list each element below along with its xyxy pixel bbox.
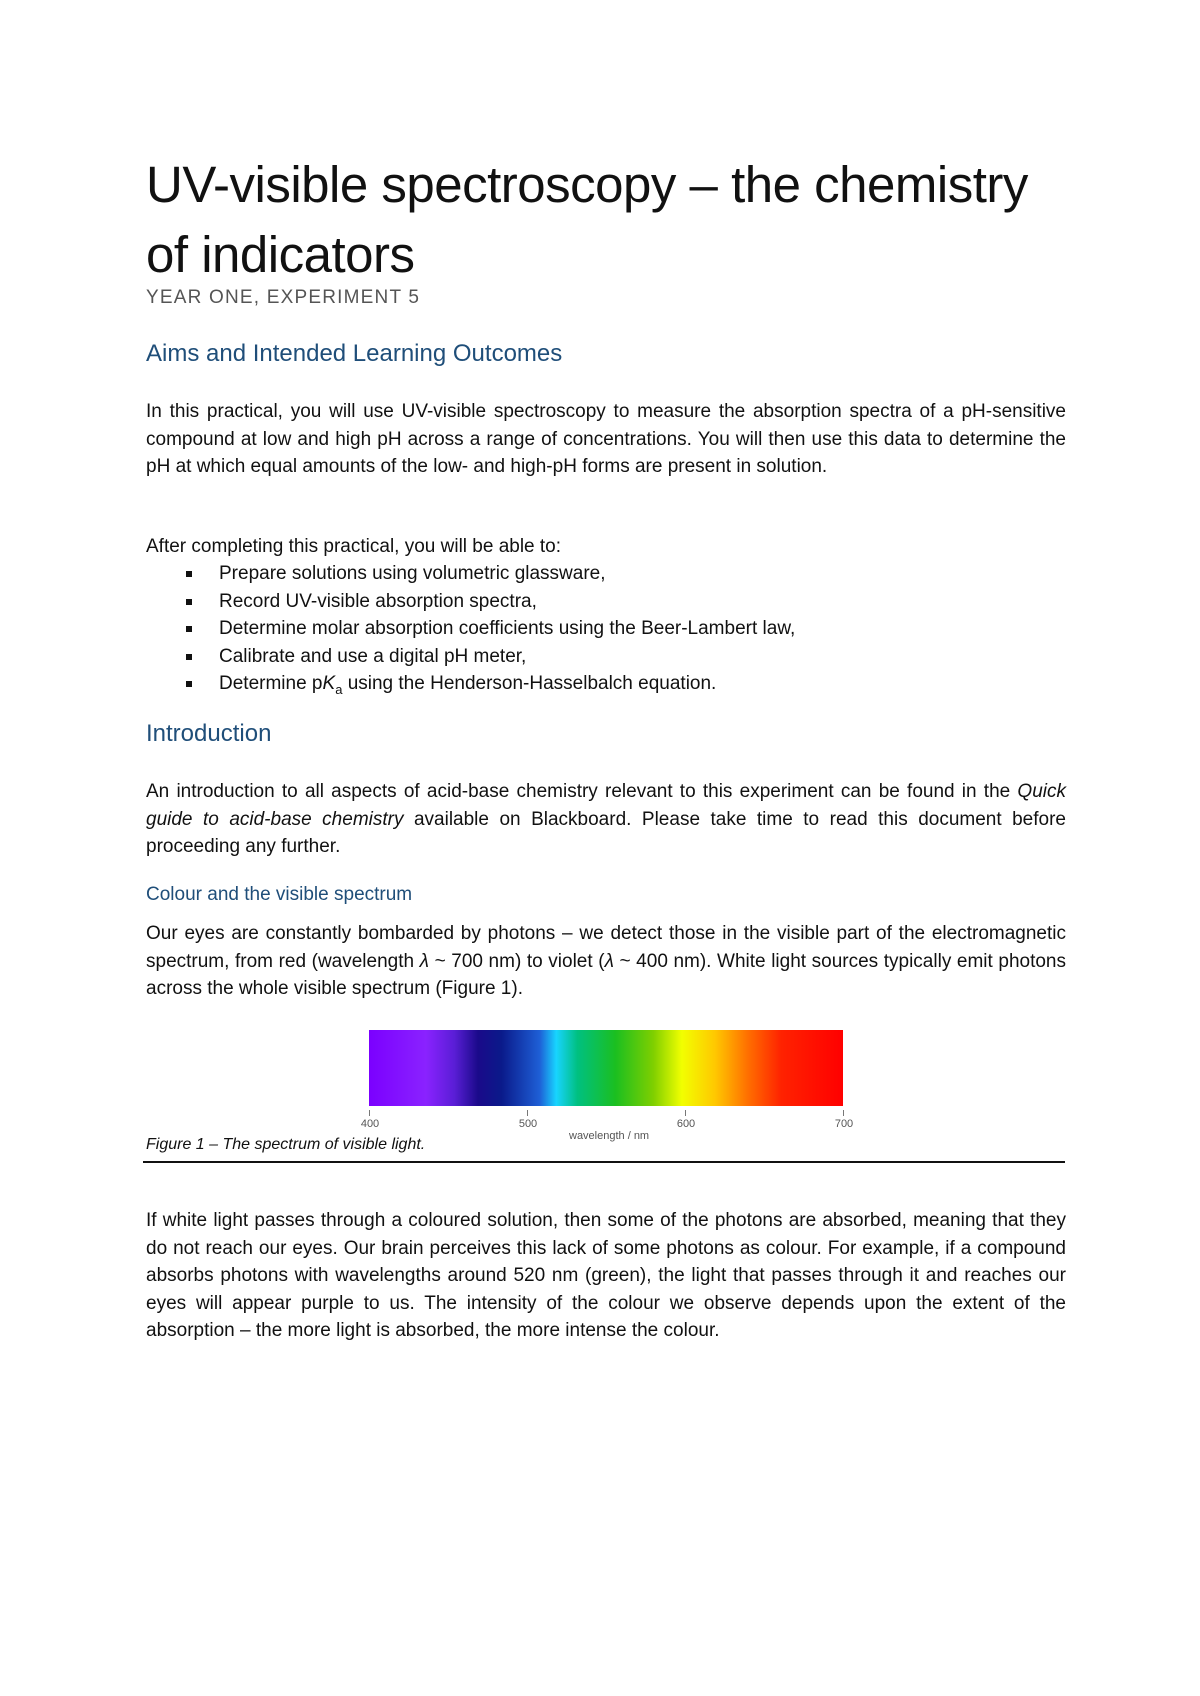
axis-tick — [527, 1110, 528, 1116]
bullet-square-icon — [186, 626, 192, 632]
colour-paragraph-1: Our eyes are constantly bombarded by photons – we detect those in the visible part of the electromagnetic spectrum, from red (wavelength λ ~ 700 nm) to violet (λ ~ 400 nm). White light sources typically emit photons across the whole visible spectrum (Figure 1). — [146, 923, 1066, 999]
list-item: Determine molar absorption coefficients using the Beer-Lambert law, — [146, 615, 795, 643]
tick-label-500: 500 — [518, 1118, 538, 1130]
colour-section-heading: Colour and the visible spectrum — [146, 884, 413, 905]
axis-label: wavelength / nm — [569, 1130, 650, 1142]
colour-paragraph-2: If white light passes through a coloured solution, then some of the photons are absorbed, meaning that they do not reach our eyes. Our brain perceives this lack of some photons as colour. For example, if a compound absorbs photons with wavelengths around 520 nm (green), the light that passes through it and reaches our eyes will appear purple to us. The intensity of the colour we observe depends upon the extent of the absorption – the more light is absorbed, the more intense the colour. — [146, 1210, 1066, 1341]
axis-tick — [685, 1110, 686, 1116]
list-item: Prepare solutions using volumetric glassware, — [146, 560, 795, 588]
list-item: Record UV-visible absorption spectra, — [146, 588, 795, 616]
document-title: UV-visible spectroscopy – the chemistry of indicators — [146, 156, 1028, 283]
spectrum-gradient-bar — [369, 1030, 843, 1106]
tick-label-600: 600 — [676, 1118, 696, 1130]
introduction-paragraph: An introduction to all aspects of acid-base chemistry relevant to this experiment can be found in the Quick guide to acid-base chemistry available on Blackboard. Please take time to read this document before proceeding any further. — [146, 781, 1066, 857]
list-item: Calibrate and use a digital pH meter, — [146, 643, 795, 671]
aims-heading: Aims and Intended Learning Outcomes — [146, 340, 563, 367]
tick-label-700: 700 — [834, 1118, 854, 1130]
document-subtitle: YEAR ONE, EXPERIMENT 5 — [146, 287, 421, 308]
figure-caption: Figure 1 – The spectrum of visible light. — [146, 1136, 426, 1153]
aims-lead-paragraph: After completing this practical, you will be able to: — [146, 536, 562, 557]
caption-divider — [143, 1161, 1065, 1163]
list-item: Determine $pK_a$ using the Henderson-Hasselbalch equation. — [146, 670, 795, 703]
axis-tick — [843, 1110, 844, 1116]
aims-intro-paragraph: In this practical, you will use UV-visible spectroscopy to measure the absorption spectra of a pH-sensitive compound at low and high pH across a range of concentrations. You will then use this data to determine the pH at which equal amounts of the low- and high-pH forms are present in solution. — [146, 401, 1066, 477]
tick-label-400: 400 — [360, 1118, 380, 1130]
outcomes-list — [146, 560, 795, 703]
bullet-square-icon — [186, 571, 192, 577]
bullet-square-icon — [186, 599, 192, 605]
axis-tick — [369, 1110, 370, 1116]
introduction-heading: Introduction — [146, 720, 272, 747]
bullet-square-icon — [186, 654, 192, 660]
bullet-square-icon — [186, 681, 192, 687]
